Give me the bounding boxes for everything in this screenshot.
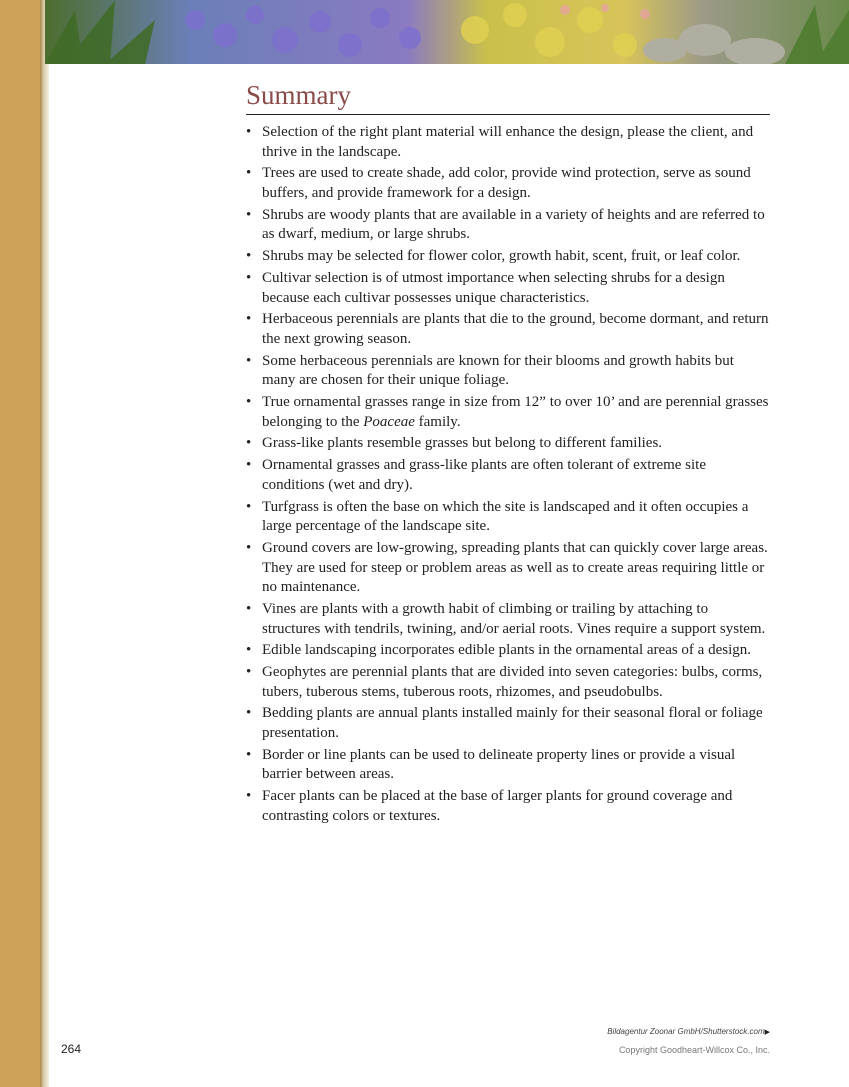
list-item-text: Selection of the right plant material will enhance the design, please the client, and thrive in the landscape. (262, 124, 754, 160)
list-item-text: Ornamental grasses and grass-like plants are often tolerant of extreme site conditions (wet and dry). (262, 457, 707, 493)
bullet: • (246, 248, 252, 265)
list-item (246, 600, 770, 639)
list-item (246, 456, 770, 495)
list-item-text: Edible landscaping incorporates edible plants in the ornamental areas of a design. (262, 642, 752, 659)
bullet: • (246, 788, 252, 805)
list-item-text: Shrubs may be selected for flower color, growth habit, scent, fruit, or leaf color. (262, 248, 741, 265)
bullet: • (246, 311, 252, 328)
list-item (246, 704, 770, 743)
grasses-text-italic: Poaceae (363, 413, 415, 430)
copyright-notice: Copyright Goodheart-Willcox Co., Inc. (618, 1045, 770, 1055)
list-item (246, 663, 770, 702)
list-item-text: Ground covers are low-growing, spreading plants that can quickly cover large areas. They are used for steep or problem areas as well as to create areas requiring little or no maintenance. (262, 539, 768, 596)
side-shadow (40, 0, 49, 1087)
list-item-text: Bedding plants are annual plants installed mainly for their seasonal floral or foliage presentation. (262, 705, 763, 742)
list-item (246, 123, 770, 162)
list-item (246, 434, 770, 454)
garden-banner-image (45, 0, 849, 64)
list-item (246, 247, 770, 267)
list-item-text: Cultivar selection is of utmost importance when selecting shrubs for a design because each cultivar possesses unique characteristics. (262, 269, 725, 306)
page-title: Summary (246, 80, 351, 110)
list-item (246, 393, 770, 432)
list-item (246, 787, 770, 826)
bullet: • (246, 457, 252, 474)
play-arrow-icon: ▶ (764, 1029, 770, 1036)
bullet: • (246, 746, 252, 763)
garden-photo-icon (45, 0, 849, 64)
bullet: • (246, 642, 252, 659)
list-item-text: Geophytes are perennial plants that are divided into seven categories: bulbs, corms, tubers, tuberous stems, tuberous roots, rhizomes, and pseudobulbs. (262, 664, 763, 700)
list-item-text: Border or line plants can be used to delineate property lines or provide a visual barrier between areas. (262, 746, 736, 783)
bullet: • (246, 269, 252, 286)
bullet: • (246, 394, 252, 411)
bullet: • (246, 498, 252, 515)
list-item (246, 310, 770, 349)
bullet: • (246, 124, 252, 140)
bullet: • (246, 435, 252, 452)
title-divider (246, 114, 770, 115)
page-number: 264 (61, 1042, 82, 1056)
photo-credit (607, 1027, 770, 1036)
bullet: • (246, 165, 252, 182)
list-item-text: Facer plants can be placed at the base of larger plants for ground coverage and contrasting colors or textures. (262, 788, 733, 824)
list-item-text: Turfgrass is often the base on which the site is landscaped and it often occupies a large percentage of the landscape site. (262, 498, 749, 535)
grasses-text-before: True ornamental grasses range in size from 12” to over 10’ and are perennial grasses belonging to the (262, 394, 769, 430)
list-item-text: Some herbaceous perennials are known for their blooms and growth habits but many are chosen for their unique foliage. (262, 352, 734, 389)
bullet: • (246, 600, 252, 617)
list-item (246, 352, 770, 391)
list-item (246, 539, 770, 598)
grasses-text-after: family. (414, 413, 461, 430)
list-item (246, 498, 770, 537)
bullet: • (246, 705, 252, 722)
list-item-text: Shrubs are woody plants that are available in a variety of heights and are referred to as dwarf, medium, or large shrubs. (262, 206, 765, 243)
list-item (246, 269, 770, 308)
bullet: • (246, 352, 252, 369)
list-item-text: Trees are used to create shade, add color, provide wind protection, serve as sound buffers, and provide framework for a design. (262, 165, 751, 201)
list-item (246, 746, 770, 785)
list-item-text: Grass-like plants resemble grasses but belong to different families. (262, 435, 663, 452)
bullet: • (246, 664, 252, 681)
side-color-bar (0, 0, 40, 1087)
summary-list (246, 123, 770, 829)
photo-credit-text: Bildagentur Zoonar GmbH/Shutterstock.com (607, 1027, 765, 1036)
list-item (246, 206, 770, 245)
list-item (246, 164, 770, 203)
list-item-text: Vines are plants with a growth habit of climbing or trailing by attaching to structures with tendrils, twining, and/or aerial roots. Vines require a support system. (262, 600, 766, 637)
bullet: • (246, 539, 252, 556)
bullet: • (246, 206, 252, 223)
list-item-text: Herbaceous perennials are plants that die to the ground, become dormant, and return the next growing season. (262, 311, 769, 347)
list-item (246, 641, 770, 661)
